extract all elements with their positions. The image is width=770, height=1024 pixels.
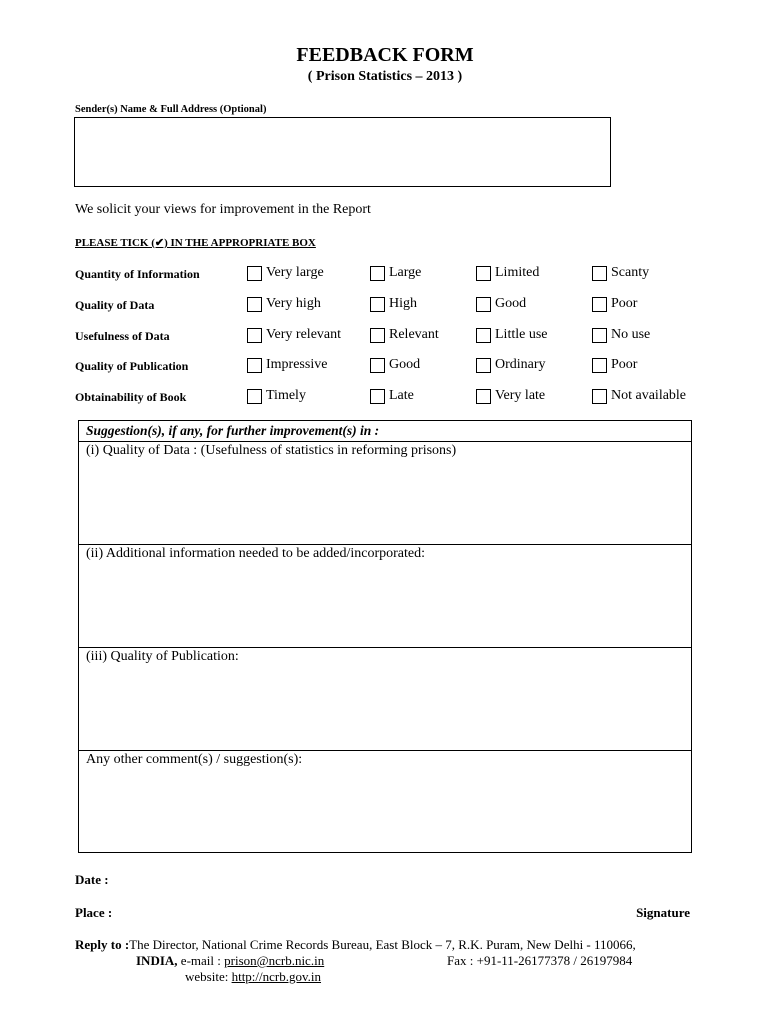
option-very-large[interactable] — [247, 265, 324, 281]
option-label: Limited — [495, 265, 540, 280]
place-label: Place : — [75, 905, 113, 920]
solicit-text: We solicit your views for improvement in the Report — [75, 202, 371, 217]
checkbox[interactable] — [247, 297, 262, 312]
suggestion-quality-publication-field[interactable] — [79, 648, 691, 751]
checkbox[interactable] — [476, 358, 491, 373]
checkbox[interactable] — [476, 328, 491, 343]
option-label: Late — [389, 388, 414, 403]
option-label: Relevant — [389, 327, 439, 342]
option-very-late[interactable] — [476, 388, 545, 404]
email-prefix: e-mail : — [177, 953, 225, 968]
option-label: Poor — [611, 357, 638, 372]
option-not-available[interactable] — [592, 388, 686, 404]
option-no-use[interactable] — [592, 327, 650, 343]
suggestion-label: (i) Quality of Data : (Usefulness of statistics in reforming prisons) — [86, 443, 457, 458]
suggestions-heading: Suggestion(s), if any, for further improvement(s) in : — [79, 421, 691, 442]
rating-row-obtainability — [75, 388, 725, 408]
rating-label: Quality of Publication — [75, 359, 189, 373]
option-good[interactable] — [370, 357, 420, 373]
form-title: FEEDBACK FORM — [296, 44, 474, 66]
option-label: Very high — [266, 296, 321, 311]
website-link[interactable]: http://ncrb.gov.in — [231, 969, 322, 984]
suggestions-table — [78, 420, 692, 853]
checkbox[interactable] — [370, 389, 385, 404]
rating-label: Obtainability of Book — [75, 390, 187, 404]
checkbox[interactable] — [370, 358, 385, 373]
option-label: Little use — [495, 327, 548, 342]
checkbox[interactable] — [247, 328, 262, 343]
sender-address-field[interactable] — [74, 117, 611, 187]
signature-label: Signature — [636, 905, 690, 920]
suggestion-label: (iii) Quality of Publication: — [86, 649, 239, 664]
checkbox[interactable] — [476, 389, 491, 404]
form-subtitle: ( Prison Statistics – 2013 ) — [307, 69, 463, 84]
checkbox[interactable] — [247, 389, 262, 404]
rating-row-quality-data — [75, 296, 725, 316]
checkbox[interactable] — [592, 389, 607, 404]
option-scanty[interactable] — [592, 265, 649, 281]
option-ordinary[interactable] — [476, 357, 546, 373]
tick-instruction: PLEASE TICK (✔) IN THE APPROPRIATE BOX — [75, 237, 316, 249]
email-link[interactable]: prison@ncrb.nic.in — [224, 953, 325, 968]
option-label: No use — [611, 327, 651, 342]
suggestion-other-comments-field[interactable] — [79, 751, 691, 852]
rating-label: Quantity of Information — [75, 267, 200, 281]
option-limited[interactable] — [476, 265, 539, 281]
option-label: Good — [495, 296, 527, 311]
website-prefix: website: — [185, 969, 232, 984]
option-label: Large — [389, 265, 422, 280]
option-relevant[interactable] — [370, 327, 439, 343]
suggestion-label: Any other comment(s) / suggestion(s): — [86, 752, 303, 767]
suggestion-additional-info-field[interactable] — [79, 545, 691, 648]
checkbox[interactable] — [370, 266, 385, 281]
option-label: Ordinary — [495, 357, 546, 372]
option-high[interactable] — [370, 296, 417, 312]
option-impressive[interactable] — [247, 357, 327, 373]
rating-row-usefulness — [75, 327, 725, 347]
option-label: Very late — [495, 388, 546, 403]
option-label: Scanty — [611, 265, 650, 280]
option-timely[interactable] — [247, 388, 306, 404]
option-label: Good — [389, 357, 421, 372]
suggestion-quality-data-field[interactable] — [79, 442, 691, 545]
country-text: INDIA, — [136, 953, 178, 968]
checkbox[interactable] — [592, 328, 607, 343]
checkbox[interactable] — [592, 266, 607, 281]
option-poor[interactable] — [592, 296, 637, 312]
option-label: Impressive — [266, 357, 328, 372]
suggestion-label: (ii) Additional information needed to be added/incorporated: — [86, 546, 426, 561]
option-label: Poor — [611, 296, 638, 311]
checkbox[interactable] — [476, 297, 491, 312]
reply-website — [185, 969, 321, 985]
option-late[interactable] — [370, 388, 414, 404]
reply-address — [75, 937, 636, 953]
checkbox[interactable] — [247, 358, 262, 373]
reply-prefix: Reply to : — [75, 937, 130, 952]
rating-row-quantity — [75, 265, 725, 285]
option-good[interactable] — [476, 296, 526, 312]
date-label: Date : — [75, 872, 109, 887]
option-very-high[interactable] — [247, 296, 321, 312]
option-label: High — [389, 296, 417, 311]
option-label: Timely — [266, 388, 306, 403]
checkbox[interactable] — [370, 328, 385, 343]
option-poor[interactable] — [592, 357, 637, 373]
checkbox[interactable] — [247, 266, 262, 281]
rating-row-quality-publication — [75, 357, 725, 377]
option-label: Not available — [611, 388, 687, 403]
option-label: Very relevant — [266, 327, 342, 342]
checkbox[interactable] — [476, 266, 491, 281]
sender-label: Sender(s) Name & Full Address (Optional) — [75, 104, 267, 115]
checkbox[interactable] — [592, 297, 607, 312]
rating-label: Quality of Data — [75, 298, 155, 312]
reply-contact — [136, 953, 324, 969]
option-little-use[interactable] — [476, 327, 548, 343]
option-label: Very large — [266, 265, 324, 280]
option-very-relevant[interactable] — [247, 327, 341, 343]
rating-label: Usefulness of Data — [75, 329, 170, 343]
fax-text: Fax : +91-11-26177378 / 26197984 — [447, 953, 633, 968]
option-large[interactable] — [370, 265, 421, 281]
checkbox[interactable] — [370, 297, 385, 312]
reply-address-text: The Director, National Crime Records Bureau, East Block – 7, R.K. Puram, New Delhi - 110066, — [129, 937, 636, 952]
checkbox[interactable] — [592, 358, 607, 373]
